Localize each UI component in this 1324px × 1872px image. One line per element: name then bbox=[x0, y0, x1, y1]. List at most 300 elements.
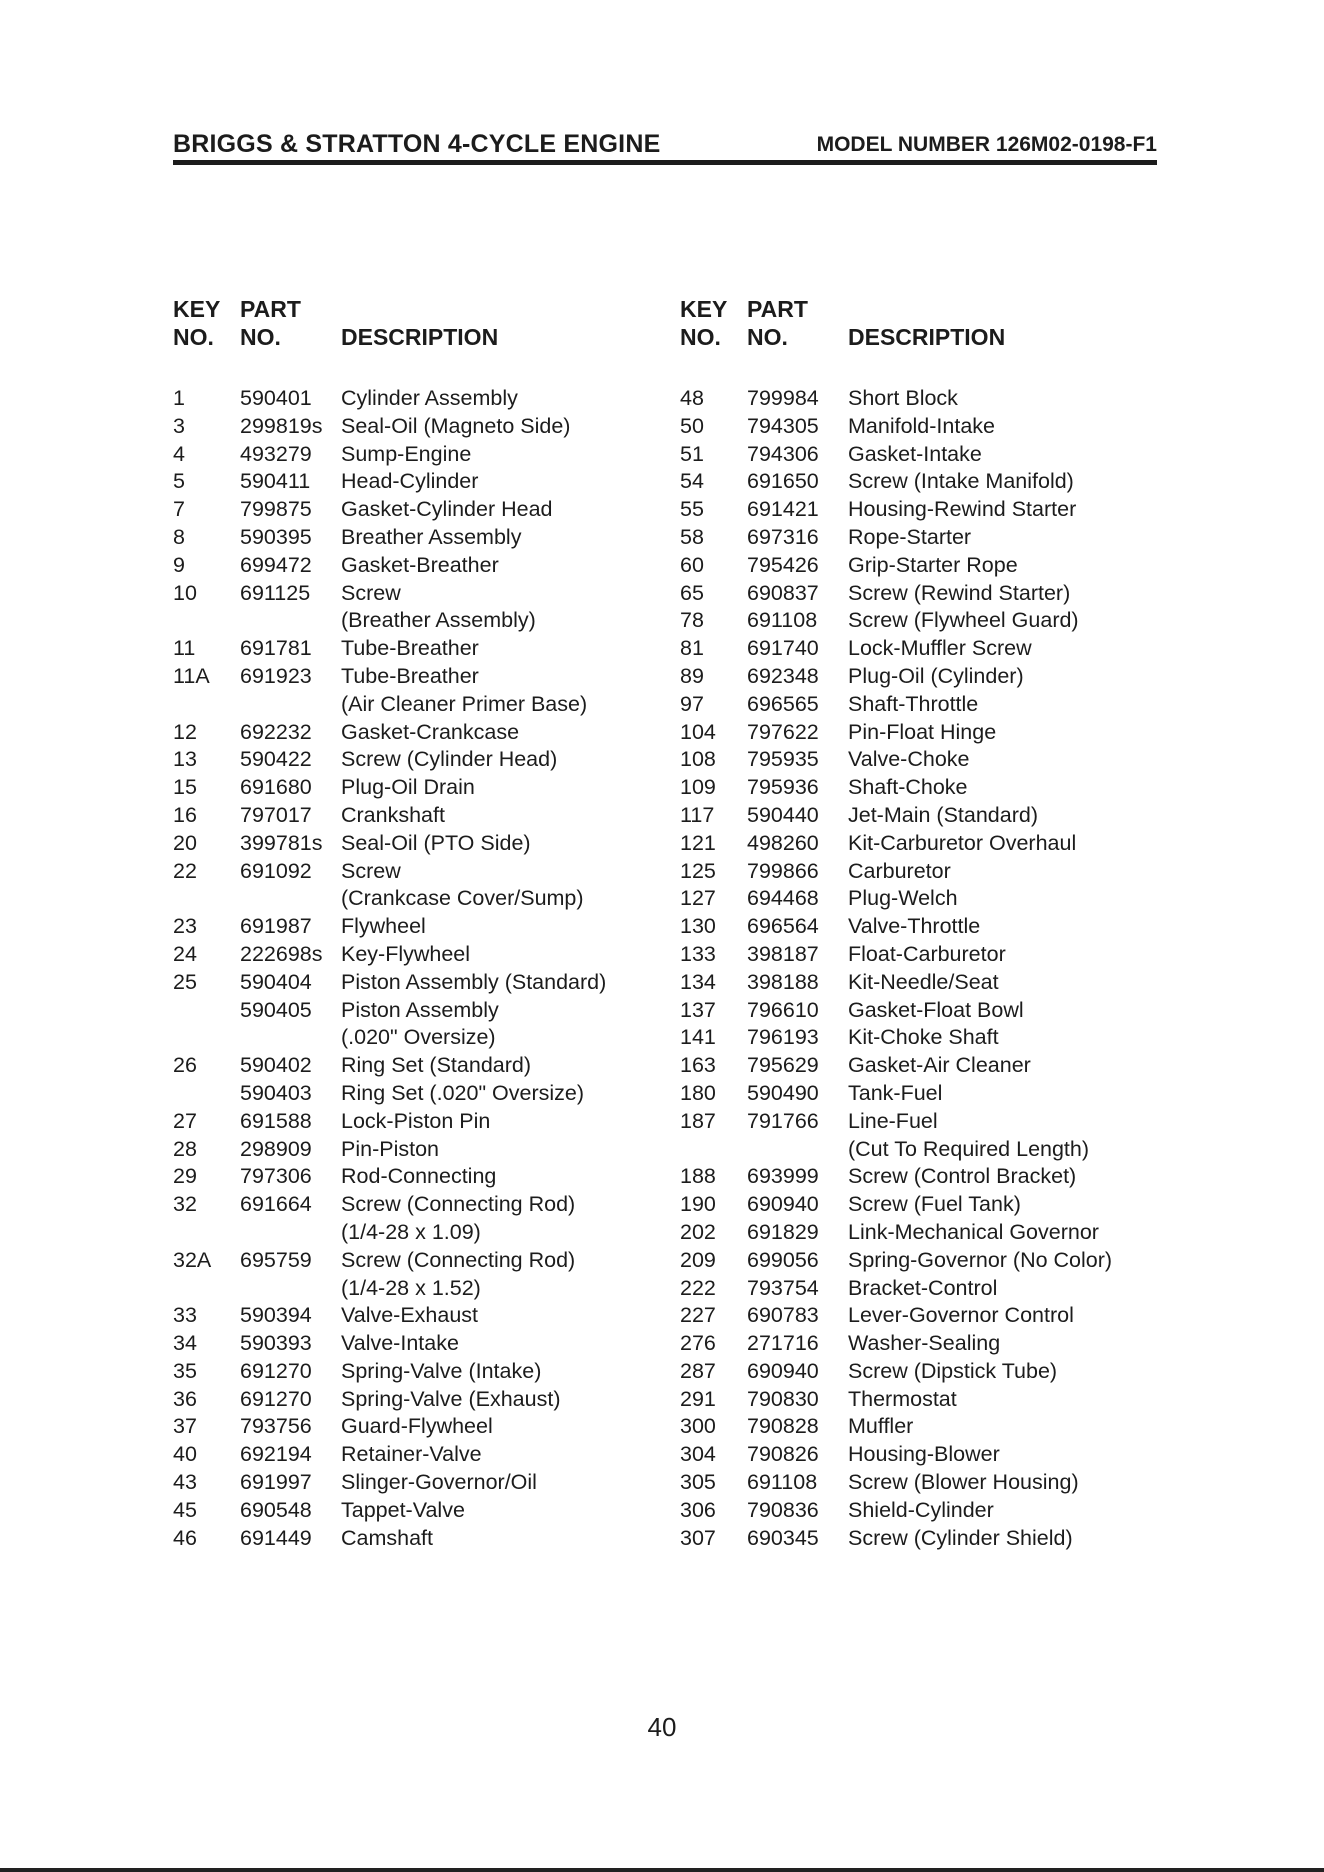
table-row bbox=[173, 524, 673, 552]
part-description: Seal-Oil (PTO Side) bbox=[341, 830, 531, 855]
part-description: Flywheel bbox=[341, 914, 426, 939]
part-number: 695759 bbox=[240, 1247, 312, 1272]
part-number: 790836 bbox=[747, 1497, 819, 1522]
table-row bbox=[173, 719, 673, 747]
key-number: 1 bbox=[173, 386, 185, 410]
table-row bbox=[173, 1330, 673, 1358]
table-row bbox=[680, 1497, 1180, 1525]
part-number: 690548 bbox=[240, 1497, 312, 1522]
part-description: Housing-Rewind Starter bbox=[848, 497, 1077, 522]
part-description: Gasket-Float Bowl bbox=[848, 997, 1024, 1022]
key-number: 187 bbox=[680, 1108, 716, 1133]
part-description: Gasket-Air Cleaner bbox=[848, 1053, 1031, 1078]
part-number: 498260 bbox=[747, 830, 819, 855]
part-description: Float-Carburetor bbox=[848, 941, 1006, 966]
part-number: 692348 bbox=[747, 663, 819, 688]
part-description: Sump-Engine bbox=[341, 441, 472, 466]
part-description: Plug-Oil (Cylinder) bbox=[848, 663, 1024, 688]
part-number: 799984 bbox=[747, 386, 819, 410]
part-number: 794305 bbox=[747, 413, 819, 438]
parts-table-right bbox=[680, 295, 1180, 1552]
key-number: 43 bbox=[173, 1470, 197, 1495]
part-number: 590401 bbox=[240, 386, 312, 410]
table-row bbox=[680, 830, 1180, 858]
part-description: Housing-Blower bbox=[848, 1442, 1000, 1467]
key-number: 20 bbox=[173, 830, 197, 855]
table-row bbox=[680, 1330, 1180, 1358]
key-number: 227 bbox=[680, 1303, 716, 1328]
part-number: 790826 bbox=[747, 1442, 819, 1467]
part-number: 590411 bbox=[240, 469, 311, 494]
header-description: DESCRIPTION bbox=[848, 324, 1006, 350]
bottom-edge-line bbox=[0, 1868, 1324, 1872]
part-number: 797622 bbox=[747, 719, 819, 744]
table-row bbox=[173, 1247, 673, 1275]
part-number: 691680 bbox=[240, 775, 312, 800]
key-number: 300 bbox=[680, 1414, 716, 1439]
part-number: 795629 bbox=[747, 1053, 819, 1078]
table-row bbox=[680, 1413, 1180, 1441]
model-number: MODEL NUMBER 126M02-0198-F1 bbox=[816, 133, 1157, 156]
table-row bbox=[680, 1108, 1180, 1136]
part-description: Short Block bbox=[848, 386, 958, 410]
part-number: 692232 bbox=[240, 719, 312, 744]
table-row bbox=[173, 1302, 673, 1330]
key-number: 23 bbox=[173, 914, 197, 939]
part-number: 799875 bbox=[240, 497, 312, 522]
table-row bbox=[173, 1136, 673, 1164]
part-description: Gasket-Crankcase bbox=[341, 719, 520, 744]
part-number: 796610 bbox=[747, 997, 819, 1022]
table-row bbox=[173, 1525, 673, 1553]
part-number: 590404 bbox=[240, 969, 312, 994]
key-number: 7 bbox=[173, 497, 185, 522]
key-number: 29 bbox=[173, 1164, 197, 1189]
part-number: 694468 bbox=[747, 886, 819, 911]
key-number: 26 bbox=[173, 1053, 197, 1078]
key-number: 304 bbox=[680, 1442, 716, 1467]
key-number: 51 bbox=[680, 441, 704, 466]
part-number: 271716 bbox=[747, 1331, 819, 1356]
key-number: 50 bbox=[680, 413, 704, 438]
table-row bbox=[680, 607, 1180, 635]
table-row bbox=[680, 746, 1180, 774]
part-number: 691108 bbox=[747, 608, 818, 633]
part-description: Plug-Welch bbox=[848, 886, 958, 911]
table-row bbox=[680, 941, 1180, 969]
header-key-line1: KEY bbox=[680, 296, 728, 322]
part-description: Screw (Fuel Tank) bbox=[848, 1192, 1021, 1217]
header-key-line2: NO. bbox=[680, 324, 721, 350]
table-row bbox=[680, 1247, 1180, 1275]
part-number: 691421 bbox=[747, 497, 819, 522]
key-number: 27 bbox=[173, 1108, 197, 1133]
part-description: Seal-Oil (Magneto Side) bbox=[341, 413, 571, 438]
key-number: 97 bbox=[680, 691, 704, 716]
part-description: Valve-Intake bbox=[341, 1331, 459, 1356]
part-description: Piston Assembly bbox=[341, 997, 499, 1022]
key-number: 133 bbox=[680, 941, 716, 966]
key-number: 36 bbox=[173, 1386, 197, 1411]
header-part-line2: NO. bbox=[240, 324, 281, 350]
part-number: 590395 bbox=[240, 524, 312, 549]
part-number: 691923 bbox=[240, 663, 312, 688]
key-number: 188 bbox=[680, 1164, 716, 1189]
table-row bbox=[173, 1024, 673, 1052]
part-number: 690837 bbox=[747, 580, 819, 605]
part-number: 795935 bbox=[747, 747, 819, 772]
part-number: 690345 bbox=[747, 1525, 819, 1550]
part-description: (1/4-28 x 1.52) bbox=[341, 1275, 481, 1300]
table-row bbox=[173, 941, 673, 969]
key-number: 13 bbox=[173, 747, 197, 772]
part-number: 690783 bbox=[747, 1303, 819, 1328]
part-description: Jet-Main (Standard) bbox=[848, 802, 1038, 827]
table-row bbox=[680, 1302, 1180, 1330]
key-number: 134 bbox=[680, 969, 716, 994]
key-number: 55 bbox=[680, 497, 704, 522]
part-description: (1/4-28 x 1.09) bbox=[341, 1219, 481, 1244]
key-number: 12 bbox=[173, 719, 197, 744]
part-number: 298909 bbox=[240, 1136, 312, 1161]
page-number: 40 bbox=[647, 1712, 677, 1742]
key-number: 40 bbox=[173, 1442, 197, 1467]
key-number: 89 bbox=[680, 663, 704, 688]
key-number: 60 bbox=[680, 552, 704, 577]
table-row bbox=[680, 1052, 1180, 1080]
table-row bbox=[173, 663, 673, 691]
part-number: 690940 bbox=[747, 1358, 819, 1383]
key-number: 8 bbox=[173, 524, 185, 549]
part-description: Rope-Starter bbox=[848, 524, 972, 549]
part-number: 797017 bbox=[240, 802, 312, 827]
part-description: Tank-Fuel bbox=[848, 1080, 943, 1105]
part-description: Crankshaft bbox=[341, 802, 445, 827]
part-description: (Crankcase Cover/Sump) bbox=[341, 886, 584, 911]
key-number: 130 bbox=[680, 914, 716, 939]
part-description: Guard-Flywheel bbox=[341, 1414, 493, 1439]
part-description: Shaft-Throttle bbox=[848, 691, 979, 716]
table-row bbox=[173, 1052, 673, 1080]
table-row bbox=[680, 441, 1180, 469]
table-row bbox=[173, 802, 673, 830]
table-row bbox=[173, 413, 673, 441]
table-row bbox=[173, 441, 673, 469]
table-row bbox=[173, 913, 673, 941]
table-row bbox=[173, 858, 673, 886]
key-number: 306 bbox=[680, 1497, 716, 1522]
key-number: 54 bbox=[680, 469, 704, 494]
key-number: 9 bbox=[173, 552, 185, 577]
part-description: (Air Cleaner Primer Base) bbox=[341, 691, 588, 716]
key-number: 37 bbox=[173, 1414, 197, 1439]
key-number: 22 bbox=[173, 858, 197, 883]
part-description: (Cut To Required Length) bbox=[848, 1136, 1090, 1161]
table-row bbox=[680, 552, 1180, 580]
key-number: 291 bbox=[680, 1386, 716, 1411]
key-number: 11A bbox=[173, 663, 210, 688]
key-number: 222 bbox=[680, 1275, 716, 1300]
part-description: Tube-Breather bbox=[341, 636, 479, 661]
part-description: Retainer-Valve bbox=[341, 1442, 482, 1467]
part-number: 790830 bbox=[747, 1386, 819, 1411]
part-number: 690940 bbox=[747, 1192, 819, 1217]
table-row bbox=[680, 1080, 1180, 1108]
key-number: 46 bbox=[173, 1525, 197, 1550]
part-description: Grip-Starter Rope bbox=[848, 552, 1018, 577]
part-description: Tube-Breather bbox=[341, 663, 479, 688]
key-number: 125 bbox=[680, 858, 716, 883]
key-number: 109 bbox=[680, 775, 716, 800]
table-row bbox=[680, 413, 1180, 441]
table-header-left bbox=[173, 295, 673, 385]
part-number: 590394 bbox=[240, 1303, 312, 1328]
key-number: 25 bbox=[173, 969, 197, 994]
table-row bbox=[173, 830, 673, 858]
part-number: 791766 bbox=[747, 1108, 819, 1133]
table-row bbox=[173, 746, 673, 774]
key-number: 28 bbox=[173, 1136, 197, 1161]
part-description: Kit-Needle/Seat bbox=[848, 969, 999, 994]
part-number: 793754 bbox=[747, 1275, 819, 1300]
part-number: 222698s bbox=[240, 941, 323, 966]
part-number: 699056 bbox=[747, 1247, 819, 1272]
key-number: 104 bbox=[680, 719, 716, 744]
part-description: Screw (Intake Manifold) bbox=[848, 469, 1074, 494]
key-number: 32A bbox=[173, 1247, 212, 1272]
table-row bbox=[680, 663, 1180, 691]
key-number: 16 bbox=[173, 802, 197, 827]
part-description: Pin-Piston bbox=[341, 1136, 439, 1161]
part-description: Plug-Oil Drain bbox=[341, 775, 475, 800]
part-number: 797306 bbox=[240, 1164, 312, 1189]
table-row bbox=[173, 1080, 673, 1108]
part-number: 590490 bbox=[747, 1080, 819, 1105]
table-row bbox=[173, 1108, 673, 1136]
table-row bbox=[680, 1441, 1180, 1469]
table-row bbox=[173, 552, 673, 580]
table-row bbox=[173, 1191, 673, 1219]
part-description: Bracket-Control bbox=[848, 1275, 998, 1300]
part-description: Slinger-Governor/Oil bbox=[341, 1470, 537, 1495]
part-description: Pin-Float Hinge bbox=[848, 719, 997, 744]
part-description: Screw bbox=[341, 580, 401, 605]
table-row bbox=[173, 885, 673, 913]
key-number: 4 bbox=[173, 441, 185, 466]
table-row bbox=[173, 1163, 673, 1191]
part-number: 693999 bbox=[747, 1164, 819, 1189]
table-row bbox=[680, 1525, 1180, 1553]
part-number: 691664 bbox=[240, 1192, 312, 1217]
key-number: 24 bbox=[173, 941, 197, 966]
part-description: Washer-Sealing bbox=[848, 1331, 1001, 1356]
table-row bbox=[680, 802, 1180, 830]
part-number: 691740 bbox=[747, 636, 819, 661]
header-part-line2: NO. bbox=[747, 324, 788, 350]
part-number: 590402 bbox=[240, 1053, 312, 1078]
part-number: 795426 bbox=[747, 552, 819, 577]
table-row bbox=[680, 858, 1180, 886]
part-number: 691987 bbox=[240, 914, 312, 939]
part-number: 590440 bbox=[747, 802, 819, 827]
part-number: 691270 bbox=[240, 1386, 312, 1411]
table-row bbox=[173, 1441, 673, 1469]
table-row bbox=[680, 913, 1180, 941]
part-number: 691125 bbox=[240, 580, 311, 605]
document-title: BRIGGS & STRATTON 4-CYCLE ENGINE bbox=[173, 130, 661, 158]
part-description: Spring-Governor (No Color) bbox=[848, 1247, 1113, 1272]
part-description: Spring-Valve (Intake) bbox=[341, 1358, 542, 1383]
table-row bbox=[173, 1413, 673, 1441]
part-description: Kit-Choke Shaft bbox=[848, 1025, 999, 1050]
table-row bbox=[173, 1219, 673, 1247]
table-rows-right bbox=[680, 385, 1180, 1552]
part-number: 398188 bbox=[747, 969, 819, 994]
key-number: 137 bbox=[680, 997, 716, 1022]
table-row bbox=[680, 885, 1180, 913]
part-description: Lock-Piston Pin bbox=[341, 1108, 491, 1133]
table-row bbox=[173, 607, 673, 635]
part-description: Screw (Flywheel Guard) bbox=[848, 608, 1079, 633]
table-row bbox=[173, 580, 673, 608]
table-row bbox=[680, 774, 1180, 802]
part-number: 699472 bbox=[240, 552, 312, 577]
part-description: Spring-Valve (Exhaust) bbox=[341, 1386, 561, 1411]
part-description: Screw (Dipstick Tube) bbox=[848, 1358, 1058, 1383]
part-description: Screw (Cylinder Head) bbox=[341, 747, 558, 772]
part-description: Screw (Blower Housing) bbox=[848, 1470, 1079, 1495]
key-number: 209 bbox=[680, 1247, 716, 1272]
part-description: Manifold-Intake bbox=[848, 413, 995, 438]
part-number: 691781 bbox=[240, 636, 312, 661]
table-row bbox=[173, 468, 673, 496]
table-row bbox=[680, 1191, 1180, 1219]
part-description: Rod-Connecting bbox=[341, 1164, 497, 1189]
part-number: 795936 bbox=[747, 775, 819, 800]
part-description: Thermostat bbox=[848, 1386, 957, 1411]
table-row bbox=[173, 635, 673, 663]
header-part-line1: PART bbox=[747, 296, 808, 322]
part-number: 691092 bbox=[240, 858, 312, 883]
part-description: (Breather Assembly) bbox=[341, 608, 536, 633]
parts-table-left bbox=[173, 295, 673, 1552]
part-description: Shield-Cylinder bbox=[848, 1497, 994, 1522]
key-number: 305 bbox=[680, 1470, 716, 1495]
part-description: Camshaft bbox=[341, 1525, 434, 1550]
table-row bbox=[680, 635, 1180, 663]
key-number: 3 bbox=[173, 413, 185, 438]
key-number: 108 bbox=[680, 747, 716, 772]
key-number: 15 bbox=[173, 775, 197, 800]
key-number: 5 bbox=[173, 469, 185, 494]
table-row bbox=[173, 385, 673, 413]
key-number: 163 bbox=[680, 1053, 716, 1078]
header-key-line1: KEY bbox=[173, 296, 221, 322]
part-description: Gasket-Breather bbox=[341, 552, 499, 577]
table-row bbox=[680, 969, 1180, 997]
table-row bbox=[680, 580, 1180, 608]
table-row bbox=[680, 468, 1180, 496]
part-number: 691588 bbox=[240, 1108, 312, 1133]
key-number: 11 bbox=[173, 636, 196, 661]
part-description: Kit-Carburetor Overhaul bbox=[848, 830, 1077, 855]
part-description: Gasket-Cylinder Head bbox=[341, 497, 553, 522]
table-row bbox=[173, 496, 673, 524]
part-number: 398187 bbox=[747, 941, 819, 966]
table-row bbox=[680, 1386, 1180, 1414]
page-header bbox=[173, 130, 1157, 162]
part-description: Key-Flywheel bbox=[341, 941, 471, 966]
header-key-line2: NO. bbox=[173, 324, 214, 350]
part-number: 696564 bbox=[747, 914, 819, 939]
part-description: Breather Assembly bbox=[341, 524, 522, 549]
part-description: Lock-Muffler Screw bbox=[848, 636, 1032, 661]
part-number: 696565 bbox=[747, 691, 819, 716]
part-number: 590405 bbox=[240, 997, 312, 1022]
part-description: Screw (Cylinder Shield) bbox=[848, 1525, 1073, 1550]
part-description: Valve-Choke bbox=[848, 747, 970, 772]
part-number: 691449 bbox=[240, 1525, 312, 1550]
part-description: Screw bbox=[341, 858, 401, 883]
table-row bbox=[680, 1358, 1180, 1386]
table-row bbox=[680, 496, 1180, 524]
table-row bbox=[173, 997, 673, 1025]
part-description: Screw (Connecting Rod) bbox=[341, 1192, 576, 1217]
part-description: Lever-Governor Control bbox=[848, 1303, 1074, 1328]
table-row bbox=[680, 1136, 1180, 1164]
key-number: 287 bbox=[680, 1358, 716, 1383]
part-number: 692194 bbox=[240, 1442, 312, 1467]
key-number: 35 bbox=[173, 1358, 197, 1383]
part-number: 691108 bbox=[747, 1470, 818, 1495]
part-number: 590422 bbox=[240, 747, 312, 772]
table-row bbox=[173, 1358, 673, 1386]
part-number: 691270 bbox=[240, 1358, 312, 1383]
part-number: 790828 bbox=[747, 1414, 819, 1439]
part-description: Valve-Exhaust bbox=[341, 1303, 479, 1328]
key-number: 32 bbox=[173, 1192, 197, 1217]
table-row bbox=[680, 385, 1180, 413]
key-number: 127 bbox=[680, 886, 716, 911]
part-description: Gasket-Intake bbox=[848, 441, 982, 466]
part-description: Piston Assembly (Standard) bbox=[341, 969, 607, 994]
part-description: (.020" Oversize) bbox=[341, 1025, 496, 1050]
part-number: 794306 bbox=[747, 441, 819, 466]
part-description: Valve-Throttle bbox=[848, 914, 981, 939]
table-row bbox=[680, 1024, 1180, 1052]
key-number: 307 bbox=[680, 1525, 716, 1550]
table-row bbox=[173, 969, 673, 997]
key-number: 190 bbox=[680, 1192, 716, 1217]
part-number: 691650 bbox=[747, 469, 819, 494]
key-number: 121 bbox=[680, 830, 716, 855]
part-number: 399781s bbox=[240, 830, 323, 855]
part-description: Line-Fuel bbox=[848, 1108, 938, 1133]
key-number: 33 bbox=[173, 1303, 197, 1328]
part-description: Ring Set (.020" Oversize) bbox=[341, 1080, 585, 1105]
table-row bbox=[680, 997, 1180, 1025]
table-rows-left bbox=[173, 385, 673, 1552]
part-description: Screw (Rewind Starter) bbox=[848, 580, 1071, 605]
table-row bbox=[680, 1163, 1180, 1191]
part-number: 590393 bbox=[240, 1331, 312, 1356]
part-number: 697316 bbox=[747, 524, 819, 549]
part-description: Cylinder Assembly bbox=[341, 386, 518, 410]
table-row bbox=[680, 1219, 1180, 1247]
table-row bbox=[173, 774, 673, 802]
part-number: 299819s bbox=[240, 413, 323, 438]
part-description: Shaft-Choke bbox=[848, 775, 968, 800]
